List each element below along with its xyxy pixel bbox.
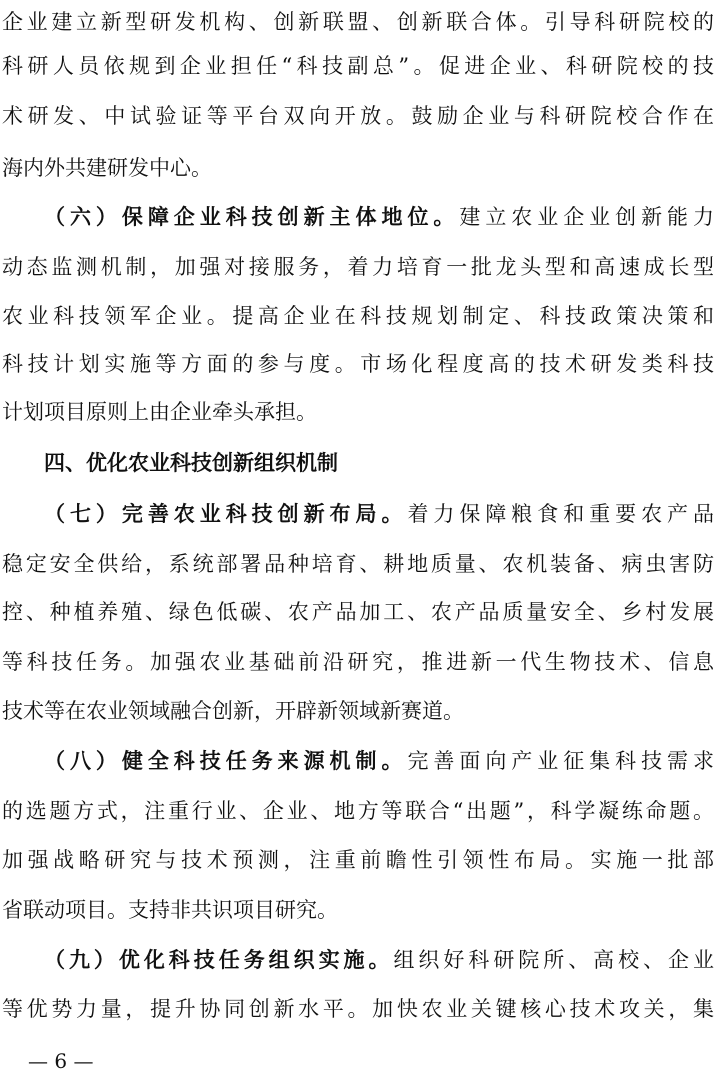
paragraph-first-line bbox=[44, 741, 714, 781]
text-line: 术研发、中试验证等平台双向开放。鼓励企业与科研院校合作在 bbox=[2, 104, 714, 128]
paragraph-text: 完善面向产业征集科技需求 bbox=[407, 749, 714, 773]
paragraph-text: 着力保障粮食和重要农产品 bbox=[407, 502, 714, 526]
paragraph-first-line bbox=[44, 197, 714, 237]
text-line: 科研人员依规到企业担任“科技副总”。促进企业、科研院校的技 bbox=[2, 54, 714, 78]
text-line: 计划项目原则上由企业牵头承担。 bbox=[2, 400, 317, 424]
text-line: 企业建立新型研发机构、创新联盟、创新联合体。引导科研院校的 bbox=[2, 10, 714, 34]
text-line: 稳定安全供给，系统部署品种培育、耕地质量、农机装备、病虫害防 bbox=[2, 552, 714, 576]
text-line: 农业科技领军企业。提高企业在科技规划制定、科技政策决策和 bbox=[2, 304, 714, 328]
text-line: 控、种植养殖、绿色低碳、农产品加工、农产品质量安全、乡村发展 bbox=[2, 600, 714, 624]
text-line: 等优势力量，提升协同创新水平。加快农业关键核心技术攻关，集 bbox=[2, 997, 714, 1021]
text-line: 动态监测机制，加强对接服务，着力培育一批龙头型和高速成长型 bbox=[2, 255, 714, 279]
text-line: 省联动项目。支持非共识项目研究。 bbox=[2, 898, 338, 922]
section-title: 四、优化农业科技创新组织机制 bbox=[44, 450, 338, 475]
paragraph-heading: （八）健全科技任务来源机制。 bbox=[44, 748, 408, 773]
text-line: 的选题方式，注重行业、企业、地方等联合“出题”，科学凝练命题。 bbox=[2, 799, 714, 823]
paragraph-heading: （六）保障企业科技创新主体地位。 bbox=[44, 204, 460, 229]
text-line: 加强战略研究与技术预测，注重前瞻性引领性布局。实施一批部 bbox=[2, 848, 714, 872]
paragraph-first-line bbox=[44, 494, 714, 534]
paragraph-text: 建立农业企业创新能力 bbox=[459, 205, 714, 229]
paragraph-heading: （七）完善农业科技创新布局。 bbox=[44, 501, 408, 526]
page-number: — 6 — bbox=[28, 1049, 94, 1073]
text-line: 科技计划实施等方面的参与度。市场化程度高的技术研发类科技 bbox=[2, 352, 714, 376]
text-line: 等科技任务。加强农业基础前沿研究，推进新一代生物技术、信息 bbox=[2, 650, 714, 674]
paragraph-heading: （九）优化科技任务组织实施。 bbox=[44, 947, 394, 972]
text-line: 技术等在农业领域融合创新，开辟新领域新赛道。 bbox=[2, 699, 464, 723]
paragraph-first-line bbox=[44, 940, 714, 980]
text-line: 海内外共建研发中心。 bbox=[2, 156, 212, 180]
paragraph-text: 组织好科研院所、高校、企业 bbox=[393, 948, 714, 972]
